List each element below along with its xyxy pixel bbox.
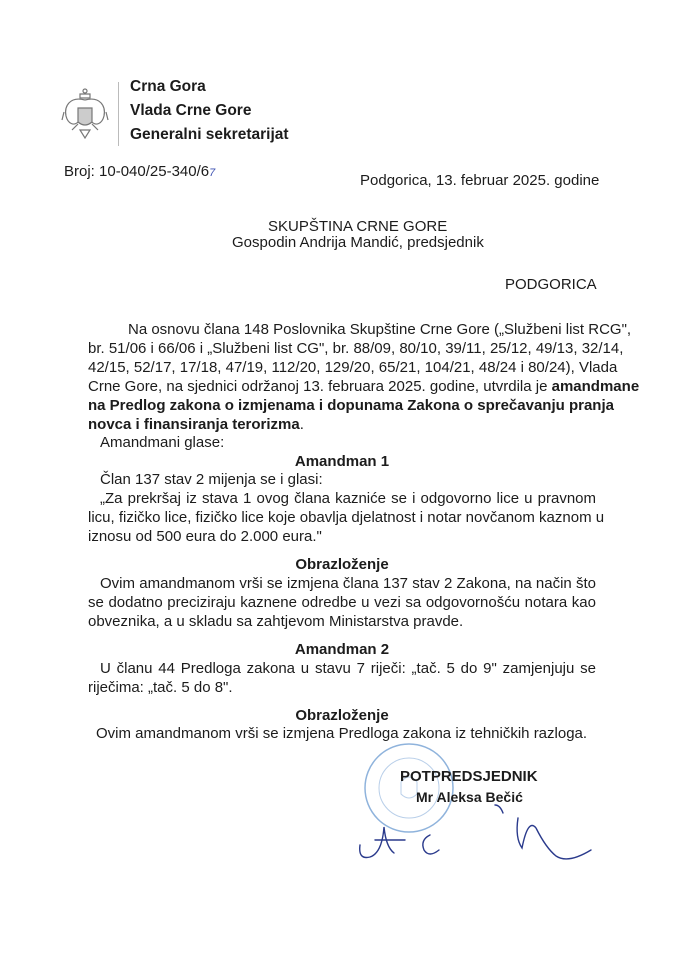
amendment-2-line: riječima: „tač. 5 do 8". — [88, 679, 233, 696]
intro-line: Crne Gore, na sjednici održanoj 13. februara 2025. godine, utvrdila je amandmane — [88, 378, 640, 395]
org-government: Vlada Crne Gore — [130, 102, 252, 119]
signatory-title: POTPREDSJEDNIK — [400, 768, 538, 785]
signatory-name: Mr Aleksa Bečić — [416, 789, 523, 805]
amendment-1-explanation-title: Obrazloženje — [295, 556, 389, 573]
amendment-1-line: licu, fizičko lice, fizičko lice koje obavlja djelatnost i notar novčanom kaznom u — [88, 509, 605, 526]
org-department: Generalni sekretarijat — [130, 126, 289, 143]
header-divider — [118, 82, 119, 146]
amendment-1-line: Član 137 stav 2 mijenja se i glasi: — [100, 471, 323, 488]
amendment-1-explanation-line: Ovim amandmanom vrši se izmjena člana 137 stav 2 Zakona, na način što — [100, 575, 596, 592]
handwritten-signature — [355, 800, 595, 870]
reference-number: Broj: 10-040/25-340/67 — [64, 163, 216, 180]
intro-line: Na osnovu člana 148 Poslovnika Skupštine Crne Gore („Službeni list RCG", — [128, 321, 632, 338]
amendment-1-explanation-line: se dodatno preciziraju kaznene odredbe u vezi sa odgovornošću notara kao — [88, 594, 596, 611]
recipient-city: PODGORICA — [505, 276, 597, 293]
intro-line: br. 51/06 i 66/06 i „Službeni list CG", br. 88/09, 80/10, 39/11, 25/12, 49/13, 32/14, — [88, 340, 624, 357]
recipient-institution: SKUPŠTINA CRNE GORE — [268, 218, 448, 235]
amendment-2-title: Amandman 2 — [294, 641, 390, 658]
amendment-1-title: Amandman 1 — [294, 453, 390, 470]
coat-of-arms-emblem — [60, 86, 110, 144]
intro-line: novca i finansiranja terorizma. — [88, 416, 304, 433]
amendment-2-line: U članu 44 Predloga zakona u stavu 7 riječi: „tač. 5 do 9" zamjenjuju se — [100, 660, 596, 677]
recipient-person: Gospodin Andrija Mandić, predsjednik — [232, 234, 484, 251]
amendment-1-line: „Za prekršaj iz stava 1 ovog člana kazniće se i odgovorno lice u pravnom — [100, 490, 596, 507]
intro-line-bold: na Predlog zakona o izmjenama i dopunama Zakona o sprečavanju pranja — [88, 397, 614, 414]
amendment-1-explanation-line: obveznika, a u skladu sa zahtjevom Ministarstva pravde. — [88, 613, 464, 630]
amendment-2-explanation-line: Ovim amandmanom vrši se izmjena Predloga zakona iz tehničkih razloga. — [96, 725, 588, 742]
amendment-2-explanation-title: Obrazloženje — [295, 707, 389, 724]
org-country: Crna Gora — [130, 78, 206, 95]
intro-line: 42/15, 52/17, 17/18, 47/19, 112/20, 129/20, 65/21, 104/21, 48/24 i 80/24), Vlada — [88, 359, 618, 376]
amendment-1-line: iznosu od 500 eura do 2.000 eura." — [88, 528, 322, 545]
place-date: Podgorica, 13. februar 2025. godine — [360, 172, 600, 189]
amendments-read: Amandmani glase: — [100, 434, 225, 451]
handwritten-ref-suffix: 7 — [209, 167, 216, 179]
